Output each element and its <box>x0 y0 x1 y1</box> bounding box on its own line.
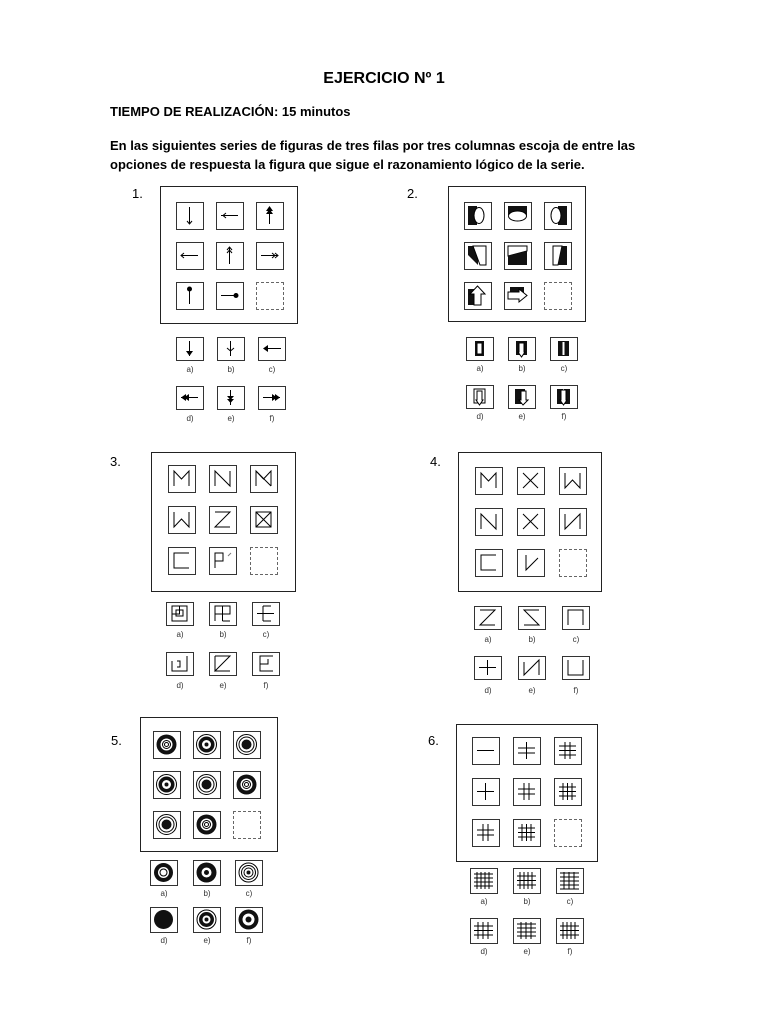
p6-cell <box>472 778 500 806</box>
p5-cell <box>153 811 181 839</box>
problem-2-number: 2. <box>407 186 418 201</box>
p1-cell <box>176 282 204 310</box>
problem-5-matrix <box>140 717 278 852</box>
p3-option-b-label: b) <box>219 630 227 639</box>
p3-cell <box>250 465 278 493</box>
p1-option-d-label: d) <box>186 414 194 423</box>
p5-option-b-label: b) <box>203 889 211 898</box>
p5-option-d[interactable] <box>150 907 178 933</box>
problem-6-matrix <box>456 724 598 862</box>
p6-cell <box>513 737 541 765</box>
p5-option-d-label: d) <box>160 936 168 945</box>
p6-option-d[interactable] <box>470 918 498 944</box>
p1-option-c-label: c) <box>268 365 276 374</box>
p1-option-f-label: f) <box>269 414 275 423</box>
p5-cell <box>153 731 181 759</box>
p6-option-f[interactable] <box>556 918 584 944</box>
p4-cell <box>475 467 503 495</box>
problem-6-number: 6. <box>428 733 439 748</box>
p4-cell <box>517 467 545 495</box>
p4-option-f-label: f) <box>573 686 579 695</box>
p4-option-d-label: d) <box>484 686 492 695</box>
p1-cell <box>216 282 244 310</box>
p3-cell <box>168 465 196 493</box>
p2-option-f[interactable] <box>550 385 578 409</box>
p4-option-a-label: a) <box>484 635 492 644</box>
p6-option-b-label: b) <box>523 897 531 906</box>
problem-4-matrix <box>458 452 602 592</box>
p6-cell <box>513 778 541 806</box>
p4-option-a[interactable] <box>474 606 502 630</box>
p4-option-c[interactable] <box>562 606 590 630</box>
p2-cell <box>504 202 532 230</box>
p2-option-c[interactable] <box>550 337 578 361</box>
p1-option-b-label: b) <box>227 365 235 374</box>
p1-cell <box>256 242 284 270</box>
p1-option-d[interactable] <box>176 386 204 410</box>
p5-cell <box>233 731 261 759</box>
p3-option-d-label: d) <box>176 681 184 690</box>
p1-cell <box>216 242 244 270</box>
p5-option-a[interactable] <box>150 860 178 886</box>
p6-option-d-label: d) <box>480 947 488 956</box>
problem-1-matrix <box>160 186 298 324</box>
p3-cell <box>209 506 237 534</box>
p3-missing-cell <box>250 547 278 575</box>
p1-cell <box>176 202 204 230</box>
p1-option-b[interactable] <box>217 337 245 361</box>
p6-option-f-label: f) <box>567 947 573 956</box>
p3-option-e-label: e) <box>219 681 227 690</box>
problem-1-number: 1. <box>132 186 143 201</box>
p4-option-d[interactable] <box>474 656 502 680</box>
p5-cell <box>193 811 221 839</box>
p6-option-e[interactable] <box>513 918 541 944</box>
problem-3-matrix <box>151 452 296 592</box>
p2-missing-cell <box>544 282 572 310</box>
p3-cell <box>250 506 278 534</box>
p5-cell <box>153 771 181 799</box>
p6-missing-cell <box>554 819 582 847</box>
p2-option-e-label: e) <box>518 412 526 421</box>
p2-cell <box>544 242 572 270</box>
p3-option-c-label: c) <box>262 630 270 639</box>
p2-option-b[interactable] <box>508 337 536 361</box>
p1-missing-cell <box>256 282 284 310</box>
p5-option-f-label: f) <box>246 936 252 945</box>
p4-option-c-label: c) <box>572 635 580 644</box>
p2-cell <box>504 282 532 310</box>
p6-cell <box>513 819 541 847</box>
p5-option-e-label: e) <box>203 936 211 945</box>
p6-option-c-label: c) <box>566 897 574 906</box>
p2-option-c-label: c) <box>560 364 568 373</box>
p6-cell <box>554 778 582 806</box>
p5-cell <box>233 771 261 799</box>
p6-cell <box>472 819 500 847</box>
p4-cell <box>517 549 545 577</box>
p6-option-a-label: a) <box>480 897 488 906</box>
p4-option-b[interactable] <box>518 606 546 630</box>
p6-cell <box>554 737 582 765</box>
p5-option-c-label: c) <box>245 889 253 898</box>
p1-option-a[interactable] <box>176 337 204 361</box>
p3-option-c[interactable] <box>252 602 280 626</box>
p2-option-a-label: a) <box>476 364 484 373</box>
p4-cell <box>517 508 545 536</box>
p5-option-e[interactable] <box>193 907 221 933</box>
problem-4-number: 4. <box>430 454 441 469</box>
p1-cell <box>176 242 204 270</box>
p2-option-f-label: f) <box>561 412 567 421</box>
p1-option-f[interactable] <box>258 386 286 410</box>
p1-cell <box>256 202 284 230</box>
p4-cell <box>475 508 503 536</box>
p6-option-c[interactable] <box>556 868 584 894</box>
p1-option-e-label: e) <box>227 414 235 423</box>
p3-option-d[interactable] <box>166 652 194 676</box>
p2-cell <box>504 242 532 270</box>
p4-option-e[interactable] <box>518 656 546 680</box>
p2-cell <box>464 202 492 230</box>
p1-cell <box>216 202 244 230</box>
instructions: En las siguientes series de figuras de tres filas por tres columnas escoja de entre las opciones de respuesta la figura que sigue el razonamiento lógico de la serie. <box>110 138 636 172</box>
p2-cell <box>544 202 572 230</box>
page-title: EJERCICIO Nº 1 <box>323 70 445 87</box>
p1-option-c[interactable] <box>258 337 286 361</box>
p4-cell <box>559 467 587 495</box>
p4-missing-cell <box>559 549 587 577</box>
p6-option-e-label: e) <box>523 947 531 956</box>
p2-option-e[interactable] <box>508 385 536 409</box>
p4-option-f[interactable] <box>562 656 590 680</box>
p2-option-a[interactable] <box>466 337 494 361</box>
p1-option-a-label: a) <box>186 365 194 374</box>
p3-cell <box>168 547 196 575</box>
problem-3-number: 3. <box>110 454 121 469</box>
p6-option-a[interactable] <box>470 868 498 894</box>
p3-cell <box>168 506 196 534</box>
p2-option-d-label: d) <box>476 412 484 421</box>
p3-option-a[interactable] <box>166 602 194 626</box>
p2-option-b-label: b) <box>518 364 526 373</box>
p5-cell <box>193 731 221 759</box>
p3-option-b[interactable] <box>209 602 237 626</box>
p2-cell <box>464 242 492 270</box>
p3-option-f[interactable] <box>252 652 280 676</box>
p1-option-e[interactable] <box>217 386 245 410</box>
p3-cell <box>209 547 237 575</box>
p6-cell <box>472 737 500 765</box>
p6-option-b[interactable] <box>513 868 541 894</box>
p4-option-b-label: b) <box>528 635 536 644</box>
p5-missing-cell <box>233 811 261 839</box>
p3-option-e[interactable] <box>209 652 237 676</box>
p5-option-a-label: a) <box>160 889 168 898</box>
problem-2-matrix <box>448 186 586 322</box>
p4-cell <box>559 508 587 536</box>
p4-cell <box>475 549 503 577</box>
p5-option-b[interactable] <box>193 860 221 886</box>
problem-5-number: 5. <box>111 733 122 748</box>
p2-cell <box>464 282 492 310</box>
p5-option-f[interactable] <box>235 907 263 933</box>
p2-option-d[interactable] <box>466 385 494 409</box>
p5-option-c[interactable] <box>235 860 263 886</box>
time-label: TIEMPO DE REALIZACIÓN: 15 minutos <box>110 104 351 119</box>
p3-option-a-label: a) <box>176 630 184 639</box>
p3-option-f-label: f) <box>263 681 269 690</box>
p3-cell <box>209 465 237 493</box>
p4-option-e-label: e) <box>528 686 536 695</box>
p5-cell <box>193 771 221 799</box>
